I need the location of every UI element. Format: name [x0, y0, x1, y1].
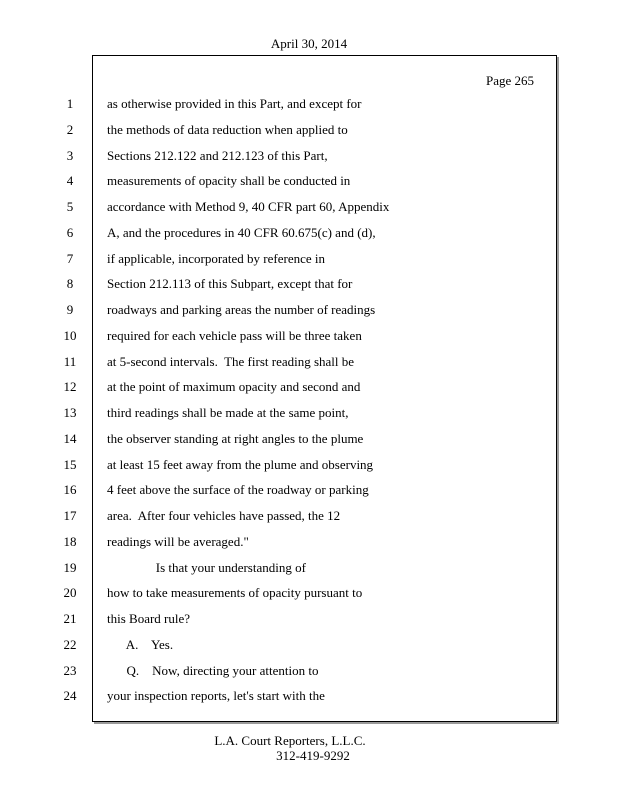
footer-company: L.A. Court Reporters, L.L.C.	[214, 733, 366, 748]
transcript-line: roadways and parking areas the number of readings	[107, 302, 376, 317]
transcript-line: as otherwise provided in this Part, and except for	[107, 96, 362, 111]
line-number: 10	[63, 327, 77, 343]
line-number: 6	[66, 224, 74, 240]
transcript-line: readings will be averaged."	[107, 533, 249, 549]
transcript-line: the methods of data reduction when applied to	[107, 121, 348, 137]
line-number: 18	[63, 533, 77, 549]
line-number: 14	[63, 430, 77, 446]
transcript-line: at least 15 feet away from the plume and observing	[107, 456, 374, 472]
transcript-line: Section 212.113 of this Subpart, except that for	[107, 276, 353, 292]
transcript-line: area. After four vehicles have passed, the 12	[107, 508, 341, 523]
transcript-line: measurements of opacity shall be conducted in	[107, 173, 351, 189]
footer-phone: 312-419-9292	[276, 748, 350, 763]
line-number: 2	[66, 121, 74, 137]
transcript-line: required for each vehicle pass will be three taken	[107, 327, 362, 343]
line-number: 23	[63, 662, 77, 678]
transcript-line: Q. Now, directing your attention to	[107, 662, 319, 678]
line-number: 17	[63, 508, 77, 523]
transcript-line: 4 feet above the surface of the roadway or parking	[107, 482, 369, 498]
line-number: 15	[63, 456, 77, 472]
transcript-line: third readings shall be made at the same point,	[107, 405, 349, 420]
transcript-line: your inspection reports, let's start with the	[107, 688, 325, 704]
transcript-line: Sections 212.122 and 212.123 of this Part,	[107, 147, 328, 163]
header-date: April 30, 2014	[270, 36, 348, 51]
transcript-line: A. Yes.	[107, 636, 174, 652]
line-number: 7	[66, 250, 74, 266]
line-number: 16	[63, 482, 77, 498]
line-number: 1	[66, 96, 74, 111]
page-number: Page 265	[485, 73, 534, 88]
line-number: 3	[66, 147, 74, 163]
line-number: 11	[63, 353, 77, 369]
line-number: 21	[63, 611, 77, 626]
line-number: 4	[66, 173, 74, 189]
line-number: 5	[66, 199, 74, 214]
transcript-line: at the point of maximum opacity and second and	[107, 379, 361, 395]
transcript-text	[107, 95, 547, 713]
line-number: 13	[63, 405, 77, 420]
transcript-line: if applicable, incorporated by reference in	[107, 250, 325, 266]
transcript-line: A, and the procedures in 40 CFR 60.675(c) and (d),	[107, 224, 376, 240]
line-number: 9	[66, 302, 74, 317]
transcript-line: Is that your understanding of	[107, 559, 306, 575]
line-number: 22	[63, 636, 77, 652]
line-number: 19	[63, 559, 77, 575]
line-number: 8	[66, 276, 74, 292]
line-number: 24	[63, 688, 77, 704]
transcript-line: the observer standing at right angles to the plume	[107, 430, 364, 446]
line-number-column	[55, 95, 85, 713]
transcript-line: this Board rule?	[107, 611, 191, 626]
transcript-line: at 5-second intervals. The first reading shall be	[107, 353, 355, 369]
transcript-line: how to take measurements of opacity pursuant to	[107, 585, 363, 601]
line-number: 12	[63, 379, 77, 395]
transcript-line: accordance with Method 9, 40 CFR part 60, Appendix	[107, 199, 390, 214]
line-number: 20	[63, 585, 77, 601]
